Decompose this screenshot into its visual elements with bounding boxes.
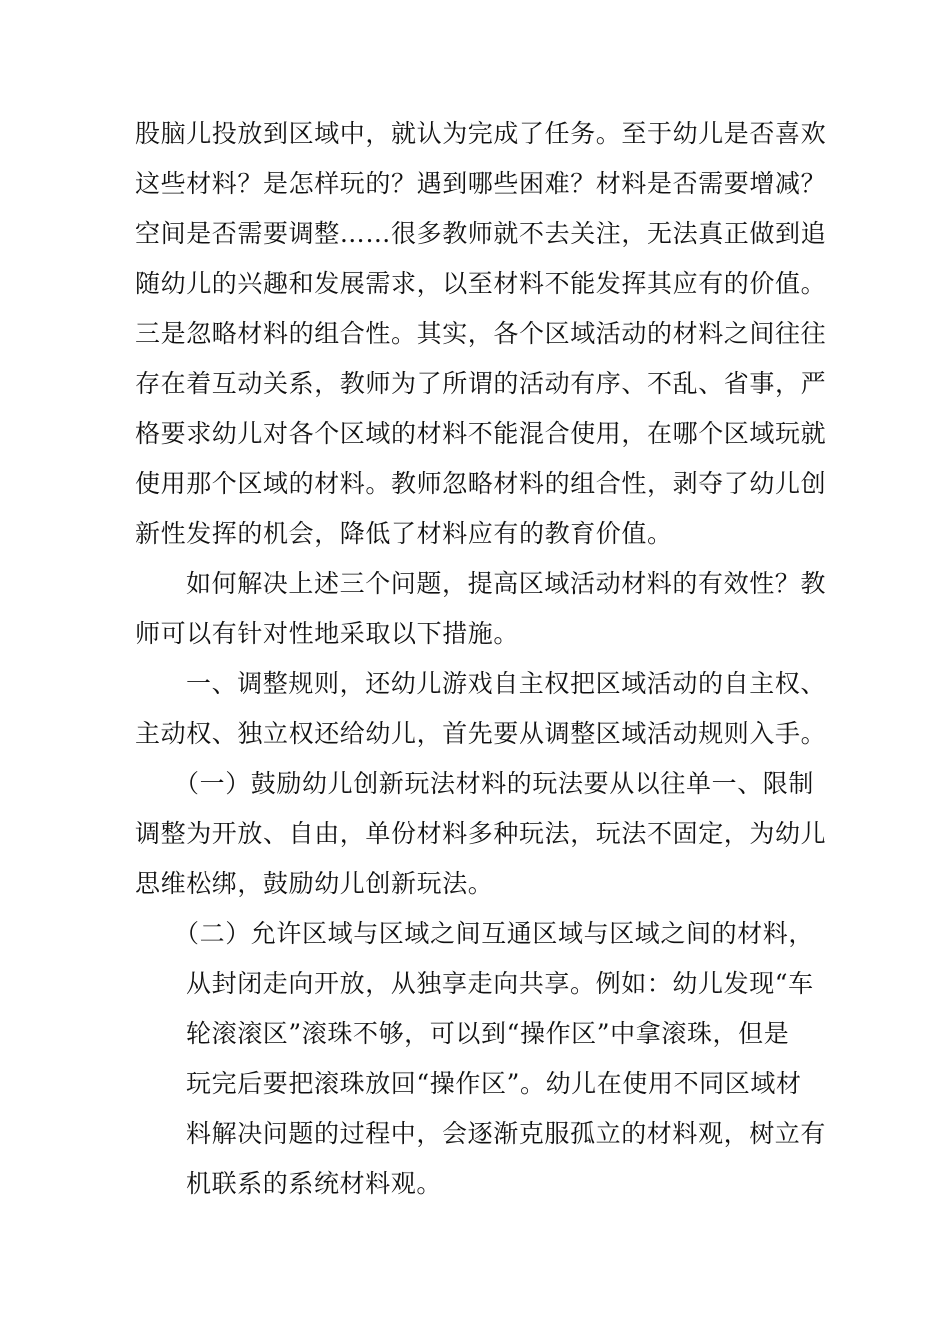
paragraph-line: 这些材料？是怎样玩的？遇到哪些困难？材料是否需要增减？ bbox=[135, 169, 827, 198]
paragraph-line: 玩完后要把滚珠放回“操作区”。幼儿在使用不同区域材 bbox=[186, 1069, 802, 1098]
paragraph-line: 股脑儿投放到区域中，就认为完成了任务。至于幼儿是否喜欢 bbox=[135, 119, 827, 148]
paragraph-line: 存在着互动关系，教师为了所谓的活动有序、不乱、省事，严 bbox=[135, 369, 827, 398]
paragraph-line: 空间是否需要调整……很多教师就不去关注，无法真正做到追 bbox=[135, 219, 827, 248]
paragraph-line: 新性发挥的机会，降低了材料应有的教育价值。 bbox=[135, 519, 673, 548]
paragraph-line: 随幼儿的兴趣和发展需求，以至材料不能发挥其应有的价值。 bbox=[135, 269, 827, 298]
paragraph-line: 主动权、独立权还给幼儿，首先要从调整区域活动规则入手。 bbox=[135, 719, 827, 748]
paragraph-line: （一）鼓励幼儿创新玩法材料的玩法要从以往单一、限制 bbox=[174, 769, 815, 798]
paragraph-line: 格要求幼儿对各个区域的材料不能混合使用，在哪个区域玩就 bbox=[135, 419, 827, 448]
paragraph-line: 如何解决上述三个问题，提高区域活动材料的有效性？教 bbox=[186, 569, 827, 598]
paragraph-line: 轮滚滚区”滚珠不够，可以到“操作区”中拿滚珠，但是 bbox=[186, 1019, 790, 1048]
paragraph-line: （二）允许区域与区域之间互通区域与区域之间的材料， bbox=[174, 919, 815, 948]
paragraph-line: 料解决问题的过程中，会逐渐克服孤立的材料观，树立有 bbox=[186, 1119, 827, 1148]
paragraph-line: 三是忽略材料的组合性。其实，各个区域活动的材料之间往往 bbox=[135, 319, 827, 348]
paragraph-line: 一、调整规则，还幼儿游戏自主权把区域活动的自主权、 bbox=[186, 669, 827, 698]
paragraph-line: 使用那个区域的材料。教师忽略材料的组合性，剥夺了幼儿创 bbox=[135, 469, 827, 498]
paragraph-line: 调整为开放、自由，单份材料多种玩法，玩法不固定，为幼儿 bbox=[135, 819, 827, 848]
paragraph-line: 机联系的系统材料观。 bbox=[186, 1169, 443, 1198]
paragraph-line: 思维松绑，鼓励幼儿创新玩法。 bbox=[135, 869, 494, 898]
paragraph-line: 师可以有针对性地采取以下措施。 bbox=[135, 619, 520, 648]
paragraph-line: 从封闭走向开放，从独享走向共享。例如：幼儿发现“车 bbox=[186, 969, 814, 998]
